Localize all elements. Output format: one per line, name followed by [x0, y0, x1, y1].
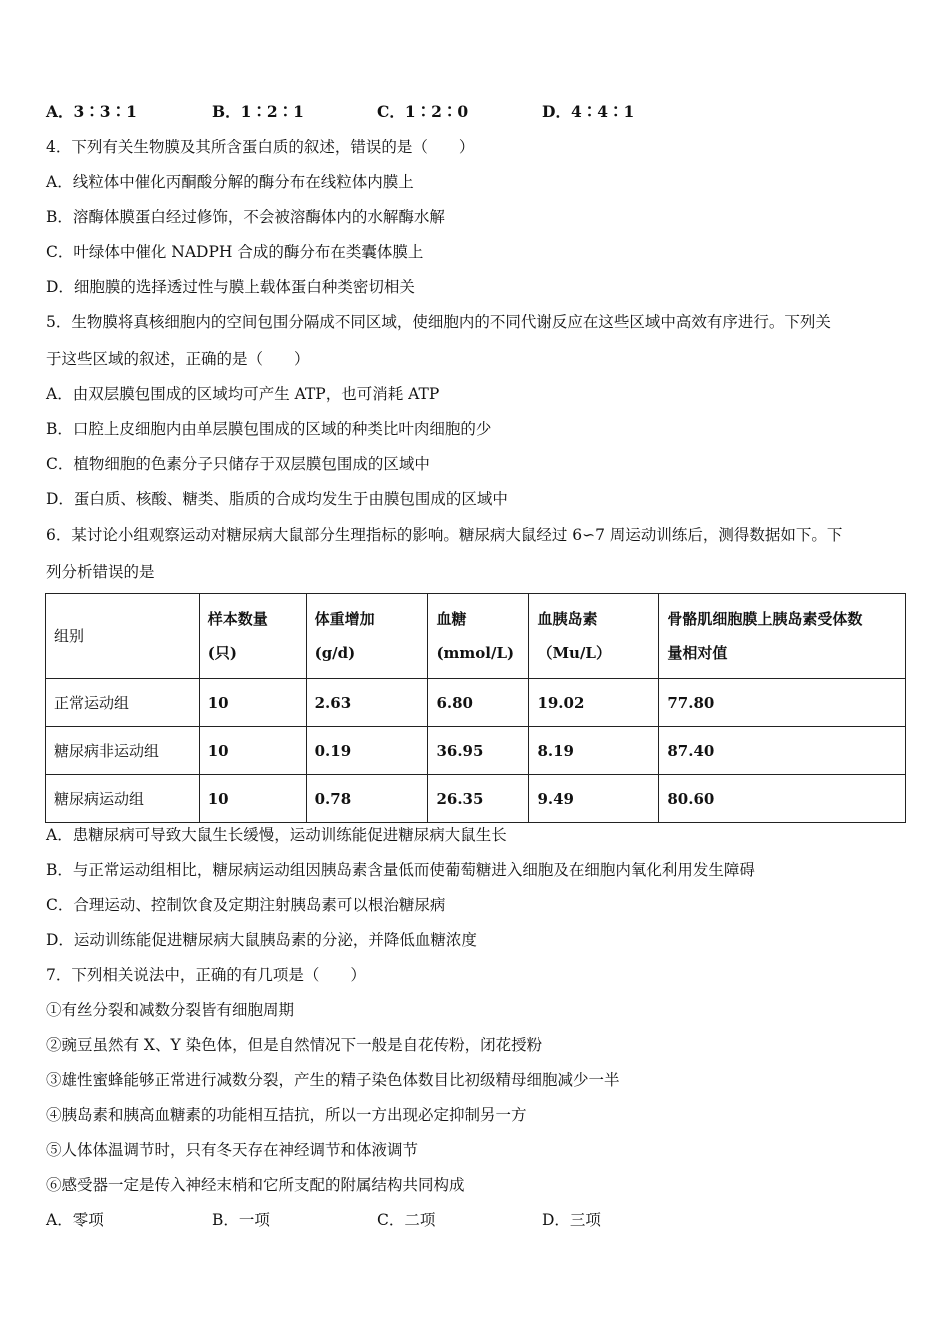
table-cell: 80.60 — [659, 775, 906, 823]
table-cell: 0.19 — [306, 727, 428, 775]
table-header-cell: 血胰岛素 （Mu/L） — [529, 594, 659, 679]
q7-option-a[interactable]: A．零项 — [46, 1211, 104, 1229]
table-cell-group: 糖尿病非运动组 — [46, 727, 200, 775]
q6-option-d[interactable]: D．运动训练能促进糖尿病大鼠胰岛素的分泌，并降低血糖浓度 — [46, 931, 477, 949]
q7-statement-6: ⑥感受器一定是传入神经末梢和它所支配的附属结构共同构成 — [46, 1176, 465, 1194]
table-header-cell: 样本数量 (只) — [199, 594, 306, 679]
q6-option-c[interactable]: C．合理运动、控制饮食及定期注射胰岛素可以根治糖尿病 — [46, 896, 446, 914]
table-header-row — [46, 594, 906, 679]
table-cell: 0.78 — [306, 775, 428, 823]
q7-statement-1: ①有丝分裂和减数分裂皆有细胞周期 — [46, 1001, 295, 1019]
q3-option-b[interactable]: B．1∶2∶1 — [212, 102, 304, 121]
table-row — [46, 727, 906, 775]
q6-stem-line2: 列分析错误的是 — [46, 563, 155, 581]
q7-stem: 7．下列相关说法中，正确的有几项是（ ） — [46, 966, 366, 984]
table-header-cell: 骨骼肌细胞膜上胰岛素受体数 量相对值 — [659, 594, 906, 679]
q6-option-b[interactable]: B．与正常运动组相比，糖尿病运动组因胰岛素含量低而使葡萄糖进入细胞及在细胞内氧化利用发生障碍 — [46, 861, 755, 879]
table-cell: 19.02 — [529, 679, 659, 727]
q4-option-c[interactable]: C．叶绿体中催化 NADPH 合成的酶分布在类囊体膜上 — [46, 243, 424, 261]
table-cell-group: 糖尿病运动组 — [46, 775, 200, 823]
q7-option-d[interactable]: D．三项 — [542, 1211, 601, 1229]
table-cell: 77.80 — [659, 679, 906, 727]
q4-stem: 4．下列有关生物膜及其所含蛋白质的叙述，错误的是（ ） — [46, 138, 475, 156]
q7-statement-4: ④胰岛素和胰高血糖素的功能相互拮抗，所以一方出现必定抑制另一方 — [46, 1106, 527, 1124]
table-cell: 6.80 — [428, 679, 529, 727]
table-cell: 10 — [199, 775, 306, 823]
q5-option-b[interactable]: B．口腔上皮细胞内由单层膜包围成的区域的种类比叶肉细胞的少 — [46, 420, 492, 438]
table-cell: 9.49 — [529, 775, 659, 823]
q5-stem-line2: 于这些区域的叙述，正确的是（ ） — [46, 350, 310, 368]
table-cell: 26.35 — [428, 775, 529, 823]
table-cell: 10 — [199, 679, 306, 727]
table-row — [46, 775, 906, 823]
table-cell: 87.40 — [659, 727, 906, 775]
q7-options — [46, 1209, 906, 1231]
q5-option-c[interactable]: C．植物细胞的色素分子只储存于双层膜包围成的区域中 — [46, 455, 430, 473]
q3-option-a[interactable]: A．3∶3∶1 — [46, 102, 137, 121]
table-header-cell: 血糖 (mmol/L) — [428, 594, 529, 679]
table-cell: 10 — [199, 727, 306, 775]
q5-option-a[interactable]: A．由双层膜包围成的区域均可产生 ATP，也可消耗 ATP — [46, 385, 440, 403]
q4-option-d[interactable]: D．细胞膜的选择透过性与膜上载体蛋白种类密切相关 — [46, 278, 415, 296]
q7-statement-3: ③雄性蜜蜂能够正常进行减数分裂，产生的精子染色体数目比初级精母细胞减少一半 — [46, 1071, 620, 1089]
q4-option-b[interactable]: B．溶酶体膜蛋白经过修饰，不会被溶酶体内的水解酶水解 — [46, 208, 445, 226]
table-header-cell: 组别 — [46, 594, 200, 679]
q5-stem-line1: 5．生物膜将真核细胞内的空间包围分隔成不同区域，使细胞内的不同代谢反应在这些区域中高效有序进行。下列关 — [46, 313, 831, 331]
table-header-cell: 体重增加 (g/d) — [306, 594, 428, 679]
q6-option-a[interactable]: A．患糖尿病可导致大鼠生长缓慢，运动训练能促进糖尿病大鼠生长 — [46, 826, 507, 844]
table-cell: 2.63 — [306, 679, 428, 727]
q7-option-b[interactable]: B．一项 — [212, 1211, 270, 1229]
table-row — [46, 679, 906, 727]
table-cell: 36.95 — [428, 727, 529, 775]
q3-option-c[interactable]: C．1∶2∶0 — [377, 102, 469, 121]
q7-statement-2: ②豌豆虽然有 X、Y 染色体，但是自然情况下一般是自花传粉，闭花授粉 — [46, 1036, 543, 1054]
q7-option-c[interactable]: C．二项 — [377, 1211, 436, 1229]
q4-option-a[interactable]: A．线粒体中催化丙酮酸分解的酶分布在线粒体内膜上 — [46, 173, 414, 191]
q7-statement-5: ⑤人体体温调节时，只有冬天存在神经调节和体液调节 — [46, 1141, 419, 1159]
q3-option-d[interactable]: D．4∶4∶1 — [542, 102, 635, 121]
table-cell-group: 正常运动组 — [46, 679, 200, 727]
q5-option-d[interactable]: D．蛋白质、核酸、糖类、脂质的合成均发生于由膜包围成的区域中 — [46, 490, 508, 508]
q6-stem-line1: 6．某讨论小组观察运动对糖尿病大鼠部分生理指标的影响。糖尿病大鼠经过 6∽7 周运动训练后，测得数据如下。下 — [46, 526, 843, 544]
q3-options — [46, 101, 906, 123]
table-cell: 8.19 — [529, 727, 659, 775]
q6-data-table — [45, 593, 906, 823]
